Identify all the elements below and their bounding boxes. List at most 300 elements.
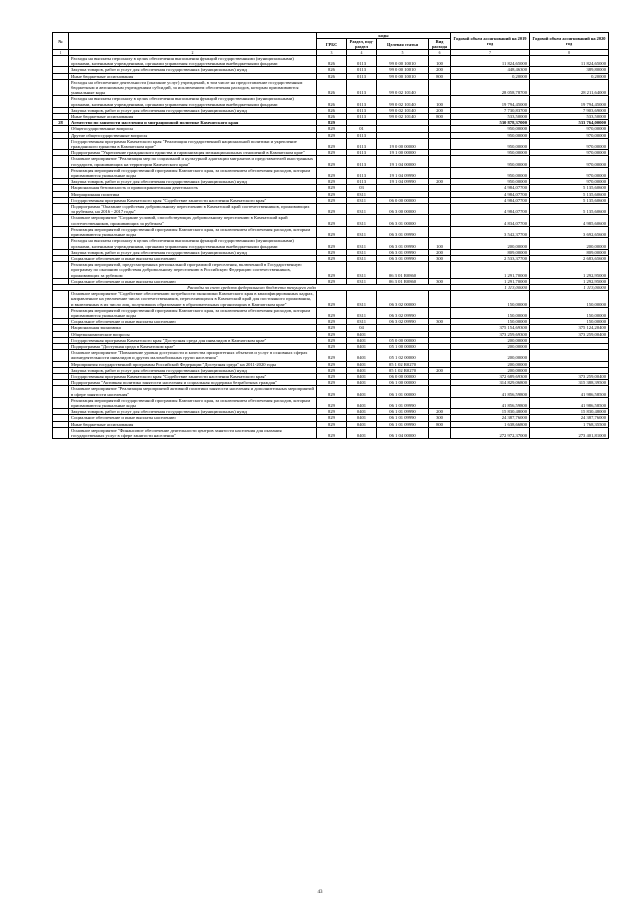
row-amount-2019: 200,00000: [451, 238, 530, 249]
row-name: Основное мероприятие "Создание условий, способствующих добровольному переселению в Камчатский край соотечественников, проживающих за рубежом": [69, 215, 317, 226]
row-grbs-code: 829: [317, 397, 347, 408]
row-target-code: 99 0 02 10140: [377, 79, 429, 96]
table-row: [53, 350, 609, 361]
row-amount-2020: 970,00000: [530, 126, 609, 132]
row-target-code: 99 0 00 10010: [377, 67, 429, 73]
table-row: [53, 79, 609, 96]
row-section-code: 0311: [347, 191, 377, 197]
row-name: Мероприятия государственной программы Российской Федерации "Доступная среда" на 2011-2020 годы: [69, 361, 317, 367]
row-target-code: 06 3 02 09990: [377, 307, 429, 318]
row-target-code: 06 3 01 R0860: [377, 262, 429, 279]
row-target-code: 06 1 01 09990: [377, 409, 429, 415]
table-row: [53, 361, 609, 367]
row-amount-2020: 19 794,45000: [530, 96, 609, 107]
row-grbs-code: 829: [317, 238, 347, 249]
row-number: [53, 138, 69, 149]
row-number: [53, 397, 69, 408]
row-amount-2020: 41 986,58500: [530, 386, 609, 397]
row-name: Реализация мероприятий государственной программы Камчатского края, за исключением обеспечения расходов, которым присваиваются уникальные коды: [69, 397, 317, 408]
row-expense-type: 300: [429, 319, 451, 325]
row-number: [53, 215, 69, 226]
row-grbs-code: 829: [317, 249, 347, 255]
row-name: Расходы на выплаты персоналу в целях обеспечения выполнения функций государственными (муниципальными) органами, казенными учреждениями, органами управления государственными внебюджетными фондами: [69, 238, 317, 249]
row-section-code: 0401: [347, 397, 377, 408]
row-target-code: 05 0 00 00000: [377, 337, 429, 343]
row-amount-2020: 200,00000: [530, 238, 609, 249]
row-grbs-code: 829: [317, 331, 347, 337]
row-grbs-code: 829: [317, 138, 347, 149]
row-grbs-code: 829: [317, 361, 347, 367]
budget-table: [52, 32, 609, 439]
row-amount-2020: 1 113,00000: [530, 284, 609, 290]
row-grbs-code: 826: [317, 56, 347, 67]
row-amount-2020: 5 135,60600: [530, 191, 609, 197]
row-amount-2020: 315 388,39500: [530, 380, 609, 386]
row-amount-2020: 1 292,95000: [530, 262, 609, 279]
row-section-code: 0311: [347, 238, 377, 249]
row-amount-2019: 200,00000: [451, 343, 530, 349]
col-header-exp-type: Вид расхода: [429, 39, 451, 50]
row-grbs-code: 829: [317, 185, 347, 191]
row-grbs-code: 829: [317, 421, 347, 427]
table-row: [53, 179, 609, 185]
row-grbs-code: 826: [317, 79, 347, 96]
row-section-code: 0401: [347, 380, 377, 386]
row-amount-2019: 950,00000: [451, 126, 530, 132]
row-grbs-code: 826: [317, 96, 347, 107]
row-name: Иные бюджетные ассигнования: [69, 114, 317, 120]
row-expense-type: [429, 226, 451, 237]
row-name: Реализация мероприятий, предусмотренных региональной программой переселения, включенной в Государственную программу по оказанию содействия добровольному переселению в Российскую Федерацию соотечественников, проживающих за рубежом: [69, 262, 317, 279]
row-grbs-code: 829: [317, 409, 347, 415]
row-section-code: 0113: [347, 73, 377, 79]
table-row: [53, 255, 609, 261]
row-expense-type: [429, 79, 451, 96]
row-amount-2019: 272 972,37000: [451, 427, 530, 438]
row-section-code: 0311: [347, 319, 377, 325]
row-section-code: 0311: [347, 215, 377, 226]
row-grbs-code: 826: [317, 73, 347, 79]
row-name: Иные бюджетные ассигнования: [69, 421, 317, 427]
row-name: Другие общегосударственные вопросы: [69, 132, 317, 138]
row-grbs-code: 826: [317, 107, 347, 113]
row-target-code: 05 1 02 R0270: [377, 367, 429, 373]
row-section-code: 0401: [347, 386, 377, 397]
row-number: [53, 386, 69, 397]
row-grbs-code: 829: [317, 255, 347, 261]
row-grbs-code: 829: [317, 350, 347, 361]
row-section-code: 0401: [347, 331, 377, 337]
row-number: [53, 79, 69, 96]
table-row: [53, 238, 609, 249]
row-section-code: 0113: [347, 150, 377, 156]
row-expense-type: [429, 215, 451, 226]
table-row: [53, 319, 609, 325]
table-row: [53, 167, 609, 178]
row-target-code: 19 1 04 09990: [377, 179, 429, 185]
row-section-code: 0311: [347, 249, 377, 255]
row-expense-type: 800: [429, 114, 451, 120]
row-name: Расходы на обеспечение деятельности (оказание услуг) учреждений, в том числе на предоставление государственным бюджетным и автономным учреждениям субсидий, за исключением обеспечения расходов, которым присваиваются уникальные коды: [69, 79, 317, 96]
row-name: Национальная экономика: [69, 325, 317, 331]
row-expense-type: 300: [429, 278, 451, 284]
row-grbs-code: 829: [317, 291, 347, 308]
row-amount-2019: 0,20000: [451, 73, 530, 79]
row-section-code: 0401: [347, 421, 377, 427]
index-cell: 4: [347, 50, 377, 56]
row-section-code: 0113: [347, 114, 377, 120]
row-target-code: 05 1 00 00000: [377, 343, 429, 349]
col-header-2019: Годовой объем ассигнований на 2019 год: [451, 33, 530, 50]
row-amount-2019: 150,00000: [451, 319, 530, 325]
row-name: Иные бюджетные ассигнования: [69, 73, 317, 79]
col-header-grbs: ГРБС: [317, 39, 347, 50]
row-expense-type: [429, 397, 451, 408]
row-amount-2019: 28 058,78700: [451, 79, 530, 96]
row-grbs-code: 829: [317, 120, 347, 126]
row-target-code: 06 3 00 00000: [377, 204, 429, 215]
row-target-code: 06 1 01 09990: [377, 415, 429, 421]
row-amount-2019: 200,00000: [451, 337, 530, 343]
col-header-number: №: [53, 33, 69, 50]
row-number: [53, 167, 69, 178]
table-row: [53, 120, 609, 126]
table-row: [53, 67, 609, 73]
row-amount-2019: 950,00000: [451, 138, 530, 149]
row-section-code: 0311: [347, 204, 377, 215]
row-target-code: 06 3 01 09990: [377, 226, 429, 237]
row-target-code: 06 1 00 00000: [377, 380, 429, 386]
row-amount-2019: 15 830,48000: [451, 409, 530, 415]
row-name: Закупка товаров, работ и услуг для обеспечения государственных (муниципальных) нужд: [69, 367, 317, 373]
row-section-code: 0113: [347, 96, 377, 107]
row-target-code: 19 1 04 09990: [377, 167, 429, 178]
row-section-code: 0311: [347, 262, 377, 279]
table-row: [53, 397, 609, 408]
index-cell: 8: [530, 50, 609, 56]
row-grbs-code: 829: [317, 197, 347, 203]
row-name: Закупка товаров, работ и услуг для обеспечения государственных (муниципальных) нужд: [69, 67, 317, 73]
row-target-code: 06 0 00 00000: [377, 197, 429, 203]
table-row: [53, 185, 609, 191]
table-row: [53, 291, 609, 308]
row-name: Государственная программа Камчатского края "Содействие занятости населения Камчатского края": [69, 197, 317, 203]
row-amount-2020: 28 211,64000: [530, 79, 609, 96]
row-name: Социальное обеспечение и иные выплаты населению: [69, 255, 317, 261]
row-amount-2019: 448,46300: [451, 67, 530, 73]
row-amount-2020: 533 764,00000: [530, 120, 609, 126]
row-grbs-code: 829: [317, 167, 347, 178]
row-amount-2019: 372 689,69300: [451, 373, 530, 379]
row-amount-2020: 809,00000: [530, 249, 609, 255]
col-header-section: Раздел, под-раздел: [347, 39, 377, 50]
row-expense-type: [429, 167, 451, 178]
table-row: [53, 96, 609, 107]
row-expense-type: [429, 262, 451, 279]
row-amount-2019: 950,00000: [451, 179, 530, 185]
row-amount-2019: 533,50000: [451, 114, 530, 120]
row-amount-2019: 375 154,69300: [451, 325, 530, 331]
row-grbs-code: 829: [317, 386, 347, 397]
row-amount-2020: 373 259,00400: [530, 373, 609, 379]
row-amount-2020: 273 401,81000: [530, 427, 609, 438]
row-number: [53, 96, 69, 107]
row-name: Основное мероприятие "Реализация мер по социальной и культурной адаптации мигрантов и представителей иностранных государств, проживающих на территории Камчатского края": [69, 156, 317, 167]
row-amount-2019: 41 856,59800: [451, 386, 530, 397]
row-number: [53, 226, 69, 237]
row-name: Общеэкономические вопросы: [69, 331, 317, 337]
row-grbs-code: 829: [317, 427, 347, 438]
page-number: 43: [317, 890, 323, 895]
row-amount-2020: 41 986,58500: [530, 397, 609, 408]
row-target-code: 99 0 02 10140: [377, 107, 429, 113]
row-amount-2019: 11 824,65000: [451, 56, 530, 67]
table-row: [53, 138, 609, 149]
row-section-code: 04: [347, 325, 377, 331]
row-amount-2019: 19 794,45000: [451, 96, 530, 107]
row-target-code: 19 1 04 00000: [377, 156, 429, 167]
row-expense-type: [429, 204, 451, 215]
row-expense-type: 200: [429, 179, 451, 185]
row-number: [53, 427, 69, 438]
table-row: [53, 307, 609, 318]
row-grbs-code: 826: [317, 67, 347, 73]
table-row: [53, 409, 609, 415]
row-expense-type: [429, 156, 451, 167]
table-row: [53, 156, 609, 167]
row-name: Государственная программа Камчатского края "Реализация государственной национальной политики и укрепление гражданского единства в Камчатском крае": [69, 138, 317, 149]
row-section-code: 0401: [347, 373, 377, 379]
row-expense-type: [429, 291, 451, 308]
row-amount-2020: [530, 350, 609, 361]
row-expense-type: 200: [429, 249, 451, 255]
row-target-code: 06 1 04 00000: [377, 427, 429, 438]
row-section-code: 03: [347, 185, 377, 191]
row-target-code: 99 0 02 10140: [377, 114, 429, 120]
row-target-code: 06 0 00 00000: [377, 373, 429, 379]
row-grbs-code: 829: [317, 307, 347, 318]
row-target-code: 99 0 00 10010: [377, 56, 429, 67]
row-amount-2020: 11 824,65000: [530, 56, 609, 67]
row-target-code: 06 3 02 09990: [377, 319, 429, 325]
row-name: Реализация мероприятий государственной программы Камчатского края, за исключением обеспечения расходов, которым присваиваются уникальные коды: [69, 307, 317, 318]
row-amount-2019: 4 984,07700: [451, 204, 530, 215]
row-name: Закупка товаров, работ и услуг для обеспечения государственных (муниципальных) нужд: [69, 249, 317, 255]
row-target-code: 99 0 00 10010: [377, 73, 429, 79]
row-amount-2020: 24 387,76000: [530, 415, 609, 421]
row-expense-type: [429, 350, 451, 361]
row-grbs-code: 829: [317, 278, 347, 284]
row-amount-2020: 15 830,48000: [530, 409, 609, 415]
row-section-code: 0401: [347, 350, 377, 361]
row-section-code: 0113: [347, 156, 377, 167]
row-amount-2020: 533,50000: [530, 114, 609, 120]
row-section-code: 0401: [347, 367, 377, 373]
row-amount-2019: 530 878,37000: [451, 120, 530, 126]
row-number: 28: [53, 120, 69, 126]
col-header-target: Целевая статья: [377, 39, 429, 50]
row-name: Основное мероприятие "Реализация мероприятий активной политики занятости населения и дополнительных мероприятий в сфере занятости населения": [69, 386, 317, 397]
row-number: [53, 350, 69, 361]
row-amount-2019: 200,00000: [451, 367, 530, 373]
row-name: Расходы на выплаты персоналу в целях обеспечения выполнения функций государственными (муниципальными) органами, казенными учреждениями, органами управления государственными внебюджетными фондами: [69, 96, 317, 107]
row-amount-2019: 4 984,07700: [451, 197, 530, 203]
row-amount-2019: 373 259,69300: [451, 331, 530, 337]
row-amount-2020: 375 124,20400: [530, 325, 609, 331]
row-expense-type: [429, 138, 451, 149]
row-amount-2019: 150,00000: [451, 291, 530, 308]
col-header-name: [69, 33, 317, 50]
row-grbs-code: 829: [317, 415, 347, 421]
row-section-code: 0113: [347, 56, 377, 67]
row-name: Основное мероприятие "Финансовое обеспечение деятельности центров занятости населения для оказания государственных услуг в сфере занятости населения": [69, 427, 317, 438]
row-expense-type: 300: [429, 255, 451, 261]
row-name: Закупка товаров, работ и услуг для обеспечения государственных (муниципальных) нужд: [69, 107, 317, 113]
table-row: [53, 427, 609, 438]
row-number: [53, 156, 69, 167]
row-amount-2019: 24 387,76000: [451, 415, 530, 421]
row-amount-2020: 7 903,69000: [530, 107, 609, 113]
row-section-code: 0401: [347, 361, 377, 367]
table-row: [53, 367, 609, 373]
row-section-code: 0401: [347, 427, 377, 438]
row-amount-2020: 970,00000: [530, 156, 609, 167]
row-amount-2020: 970,00000: [530, 179, 609, 185]
row-grbs-code: 829: [317, 380, 347, 386]
row-section-code: 01: [347, 126, 377, 132]
row-section-code: 0311: [347, 291, 377, 308]
row-expense-type: 100: [429, 56, 451, 67]
row-section-code: 0113: [347, 167, 377, 178]
row-name: Агентство по занятости населения и миграционной политике Камчатского края: [69, 120, 317, 126]
row-amount-2020: 150,00000: [530, 291, 609, 308]
row-grbs-code: 826: [317, 114, 347, 120]
row-target-code: 06 1 01 09990: [377, 421, 429, 427]
row-amount-2019: 950,00000: [451, 132, 530, 138]
row-number: [53, 238, 69, 249]
row-section-code: 0311: [347, 197, 377, 203]
row-name: Подпрограмма "Доступная среда в Камчатском крае": [69, 343, 317, 349]
table-row: [53, 343, 609, 349]
row-expense-type: [429, 307, 451, 318]
table-row: [53, 197, 609, 203]
row-amount-2020: 150,00000: [530, 307, 609, 318]
table-row: [53, 380, 609, 386]
row-amount-2019: 809,00000: [451, 249, 530, 255]
row-target-code: 19 0 00 00000: [377, 138, 429, 149]
row-name: Общегосударственные вопросы: [69, 126, 317, 132]
row-name: Подпрограмма "Оказание содействия добровольному переселению в Камчатский край соотечественников, проживающих за рубежом, на 2016 - 2017 годы": [69, 204, 317, 215]
row-amount-2019: 4 834,07700: [451, 215, 530, 226]
row-amount-2020: 373 259,00400: [530, 331, 609, 337]
row-name: Социальное обеспечение и иные выплаты населению: [69, 415, 317, 421]
row-section-code: 0401: [347, 337, 377, 343]
col-header-codes: коды: [317, 33, 451, 39]
row-section-code: 0113: [347, 107, 377, 113]
row-target-code: 06 3 01 09990: [377, 238, 429, 249]
row-name: Национальная безопасность и правоохранительная деятельность: [69, 185, 317, 191]
row-amount-2019: 1 638,66800: [451, 421, 530, 427]
row-name: Миграционная политика: [69, 191, 317, 197]
row-expense-type: 800: [429, 421, 451, 427]
table-row: [53, 132, 609, 138]
index-cell: 6: [429, 50, 451, 56]
row-grbs-code: 829: [317, 215, 347, 226]
row-expense-type: 100: [429, 96, 451, 107]
row-grbs-code: 829: [317, 325, 347, 331]
row-amount-2019: 41 856,59800: [451, 397, 530, 408]
row-amount-2019: 4 984,07700: [451, 185, 530, 191]
row-expense-type: 300: [429, 415, 451, 421]
row-amount-2020: 5 135,60600: [530, 197, 609, 203]
row-section-code: 0113: [347, 79, 377, 96]
row-number: [53, 262, 69, 279]
row-amount-2020: 3 692,65600: [530, 226, 609, 237]
row-amount-2020: 1 768,35500: [530, 421, 609, 427]
row-section-code: 0401: [347, 343, 377, 349]
row-amount-2020: 970,00000: [530, 132, 609, 138]
row-target-code: 05 1 02 R0270: [377, 361, 429, 367]
row-grbs-code: 829: [317, 150, 347, 156]
row-amount-2020: 2 683,65600: [530, 255, 609, 261]
row-name: Основное мероприятие "Повышение уровня доступности и качества приоритетных объектов и услуг в основных сферах жизнедеятельности инвалидов и других маломобильных групп населения": [69, 350, 317, 361]
row-target-code: 99 0 02 10140: [377, 96, 429, 107]
row-amount-2019: 200,00000: [451, 350, 530, 361]
table-row: [53, 337, 609, 343]
row-amount-2019: 950,00000: [451, 156, 530, 167]
index-cell: 7: [451, 50, 530, 56]
table-row: [53, 204, 609, 215]
row-amount-2019: 4 984,07700: [451, 191, 530, 197]
row-name: Социальное обеспечение и иные выплаты населению: [69, 319, 317, 325]
row-section-code: 0311: [347, 226, 377, 237]
row-target-code: 06 1 01 09990: [377, 397, 429, 408]
row-target-code: 06 3 01 R0860: [377, 278, 429, 284]
row-target-code: 19 1 00 00000: [377, 150, 429, 156]
table-row: [53, 262, 609, 279]
row-target-code: 06 3 01 00000: [377, 215, 429, 226]
table-row: [53, 226, 609, 237]
row-section-code: 0311: [347, 278, 377, 284]
row-amount-2019: 3 542,37700: [451, 226, 530, 237]
col-header-2020: Годовой объем ассигнований на 2020 год: [530, 33, 609, 50]
row-expense-type: 200: [429, 67, 451, 73]
row-section-code: 0311: [347, 307, 377, 318]
row-section-code: 0113: [347, 67, 377, 73]
row-grbs-code: 829: [317, 262, 347, 279]
row-amount-2019: 7 730,83700: [451, 107, 530, 113]
row-section-code: 0401: [347, 415, 377, 421]
row-target-code: 06 3 01 09990: [377, 249, 429, 255]
row-expense-type: [429, 386, 451, 397]
row-section-code: 0113: [347, 179, 377, 185]
row-name: Реализация мероприятий государственной программы Камчатского края, за исключением обеспечения расходов, которым присваиваются уникальные коды: [69, 167, 317, 178]
table-row: [53, 150, 609, 156]
table-row: [53, 278, 609, 284]
row-grbs-code: 829: [317, 319, 347, 325]
row-name: Подпрограмма "Активная политика занятости населения и социальная поддержка безработных граждан": [69, 380, 317, 386]
row-grbs-code: 829: [317, 373, 347, 379]
row-section-code: 0311: [347, 255, 377, 261]
row-amount-2020: 1 292,95000: [530, 278, 609, 284]
row-grbs-code: 829: [317, 204, 347, 215]
row-name: Основное мероприятие "Содействие обеспечению потребности экономики Камчатского края в квалифицированных кадрах, направленное на увеличение числа соотечественников, переселяющихся в Камчатский край для постоянного проживания, и включенных в их число лиц, получивших образование в образовательных организациях в Камчатском крае": [69, 291, 317, 308]
row-grbs-code: 829: [317, 343, 347, 349]
row-grbs-code: 829: [317, 179, 347, 185]
row-grbs-code: 829: [317, 337, 347, 343]
row-name: Реализация мероприятий государственной программы Камчатского края, за исключением обеспечения расходов, которым присваиваются уникальные коды: [69, 226, 317, 237]
row-grbs-code: 829: [317, 156, 347, 167]
